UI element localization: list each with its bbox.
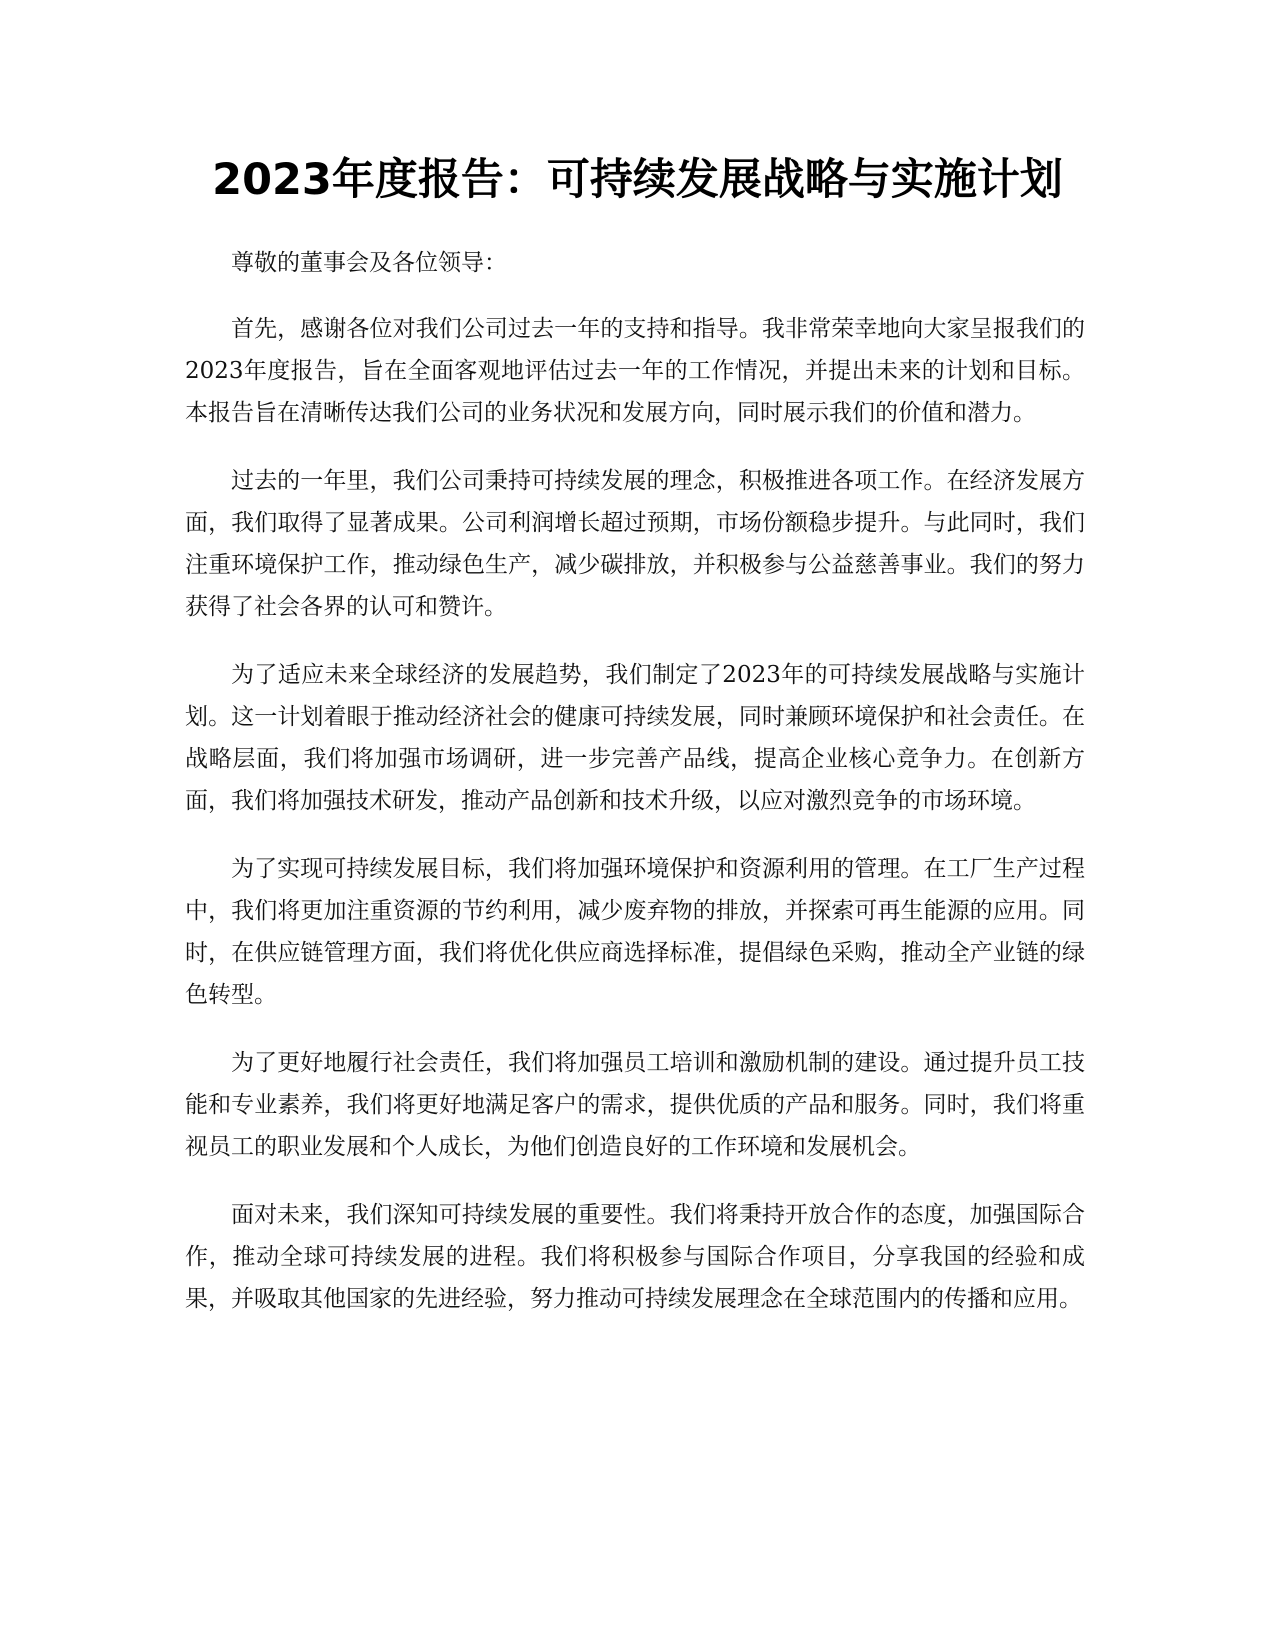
paragraph-intro: 首先，感谢各位对我们公司过去一年的支持和指导。我非常荣幸地向大家呈报我们的2023年度报告，旨在全面客观地评估过去一年的工作情况，并提出未来的计划和目标。本报告旨在清晰传达我们公司的业务状况和发展方向，同时展示我们的价值和潜力。 — [185, 316, 1085, 426]
paragraph-strategy: 为了适应未来全球经济的发展趋势，我们制定了2023年的可持续发展战略与实施计划。这一计划着眼于推动经济社会的健康可持续发展，同时兼顾环境保护和社会责任。在战略层面，我们将加强市场调研，进一步完善产品线，提高企业核心竞争力。在创新方面，我们将加强技术研发，推动产品创新和技术升级，以应对激烈竞争的市场环境。 — [185, 662, 1085, 814]
paragraph-future: 面对未来，我们深知可持续发展的重要性。我们将秉持开放合作的态度，加强国际合作，推动全球可持续发展的进程。我们将积极参与国际合作项目，分享我国的经验和成果，并吸取其他国家的先进经验，努力推动可持续发展理念在全球范围内的传播和应用。 — [185, 1202, 1085, 1312]
paragraph-past-year: 过去的一年里，我们公司秉持可持续发展的理念，积极推进各项工作。在经济发展方面，我们取得了显著成果。公司利润增长超过预期，市场份额稳步提升。与此同时，我们注重环境保护工作，推动绿色生产，减少碳排放，并积极参与公益慈善事业。我们的努力获得了社会各界的认可和赞许。 — [185, 468, 1085, 620]
document-title: 2023年度报告：可持续发展战略与实施计划 — [212, 155, 1063, 205]
paragraph-environment: 为了实现可持续发展目标，我们将加强环境保护和资源利用的管理。在工厂生产过程中，我们将更加注重资源的节约利用，减少废弃物的排放，并探索可再生能源的应用。同时，在供应链管理方面，我们将优化供应商选择标准，提倡绿色采购，推动全产业链的绿色转型。 — [185, 856, 1085, 1008]
paragraph-social-responsibility: 为了更好地履行社会责任，我们将加强员工培训和激励机制的建设。通过提升员工技能和专业素养，我们将更好地满足客户的需求，提供优质的产品和服务。同时，我们将重视员工的职业发展和个人成长，为他们创造良好的工作环境和发展机会。 — [185, 1050, 1085, 1160]
document-body — [185, 242, 1085, 1346]
salutation: 尊敬的董事会及各位领导： — [231, 250, 507, 276]
